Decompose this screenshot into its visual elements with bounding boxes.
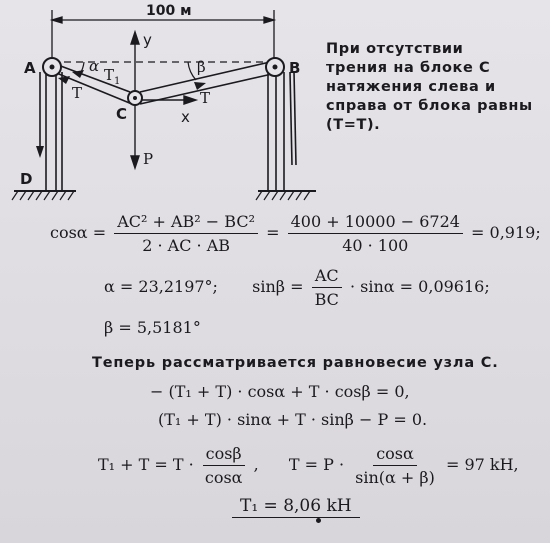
- note-line: трения на блоке C: [326, 60, 491, 76]
- label-t-left: T: [72, 84, 83, 102]
- eq5-num: cosβ: [203, 444, 245, 466]
- eq2-fraction: [312, 266, 342, 309]
- label-a: A: [24, 59, 36, 77]
- section-heading: Теперь рассматривается равновесие узла C.: [92, 355, 499, 371]
- eq2-alpha: α = 23,2197°;: [104, 277, 218, 296]
- answer-dot: [316, 518, 321, 523]
- equilibrium-y: (T₁ + T) · sinα + T · sinβ − P = 0.: [158, 410, 428, 429]
- eq2-num: AC: [312, 266, 342, 288]
- label-c: C: [116, 105, 128, 123]
- note-line: справа от блока равны: [326, 98, 533, 114]
- eq1-result: = 0,919;: [471, 223, 541, 242]
- equation-cos-alpha: [50, 212, 541, 255]
- eq5-fraction: [202, 444, 246, 487]
- label-beta: β: [197, 58, 206, 76]
- eq1-den: 2 · AC · AB: [142, 236, 231, 255]
- eq5-den: cosα: [204, 468, 243, 487]
- label-b: B: [289, 59, 301, 77]
- equation-alpha-sin-beta: [104, 266, 490, 309]
- pulley-diagram: [0, 0, 330, 215]
- angle-beta-arc: [188, 62, 196, 80]
- eq1-num: AC² + AB² − BC²: [114, 212, 258, 234]
- eq2-sin-lhs: sinβ =: [252, 277, 304, 296]
- tension-arrow-left: [58, 76, 70, 84]
- x-axis-label: x: [181, 108, 190, 126]
- note-line: (T=T).: [326, 117, 381, 133]
- label-alpha: α: [89, 57, 100, 75]
- equation-tensions: [98, 444, 519, 487]
- pulley-b: [266, 58, 284, 76]
- load-arrow: [131, 104, 139, 168]
- eq5-rhs-lhs: T = P ·: [288, 455, 345, 474]
- note-line: натяжения слева и: [326, 79, 496, 95]
- final-answer: T₁ = 8,06 kH: [232, 496, 360, 518]
- friction-note: [326, 40, 544, 135]
- equation-beta: β = 5,5181°: [104, 318, 201, 337]
- eq1-num2: 400 + 10000 − 6724: [288, 212, 463, 234]
- rope-end-arrow-d: [36, 146, 44, 158]
- post-left: [46, 70, 62, 191]
- post-right: [268, 70, 296, 191]
- label-t-right: T: [200, 89, 211, 107]
- eq5-num2: cosα: [373, 444, 417, 466]
- eq5-fraction-2: [352, 444, 438, 487]
- eq5-den2: sin(α + β): [355, 468, 435, 487]
- eq1-equals: =: [266, 223, 280, 242]
- eq2-den: BC: [314, 290, 339, 309]
- eq1-den2: 40 · 100: [342, 236, 409, 255]
- eq1-lhs: cosα =: [50, 223, 107, 242]
- y-axis: [131, 32, 139, 100]
- pulley-a: [43, 58, 61, 76]
- eq5-result: = 97 kH,: [445, 455, 519, 474]
- eq2-result: · sinα = 0,09616;: [349, 277, 490, 296]
- ground-support-right: [256, 191, 316, 200]
- eq5-sep: ,: [253, 455, 259, 474]
- ground-support-left: [12, 191, 76, 200]
- rope: [40, 62, 272, 150]
- equilibrium-x: − (T₁ + T) · cosα + T · cosβ = 0,: [150, 382, 410, 401]
- label-p: P: [143, 150, 154, 168]
- eq5-lhs: T₁ + T = T ·: [98, 455, 194, 474]
- label-t1: $T_1$: [104, 66, 121, 87]
- eq1-fraction-2: [288, 212, 463, 255]
- eq1-fraction: [114, 212, 258, 255]
- span-label: 100 м: [146, 3, 192, 19]
- y-axis-label: y: [143, 31, 152, 49]
- pulley-c: [128, 91, 142, 105]
- label-d: D: [20, 170, 33, 188]
- note-line: При отсутствии: [326, 41, 464, 57]
